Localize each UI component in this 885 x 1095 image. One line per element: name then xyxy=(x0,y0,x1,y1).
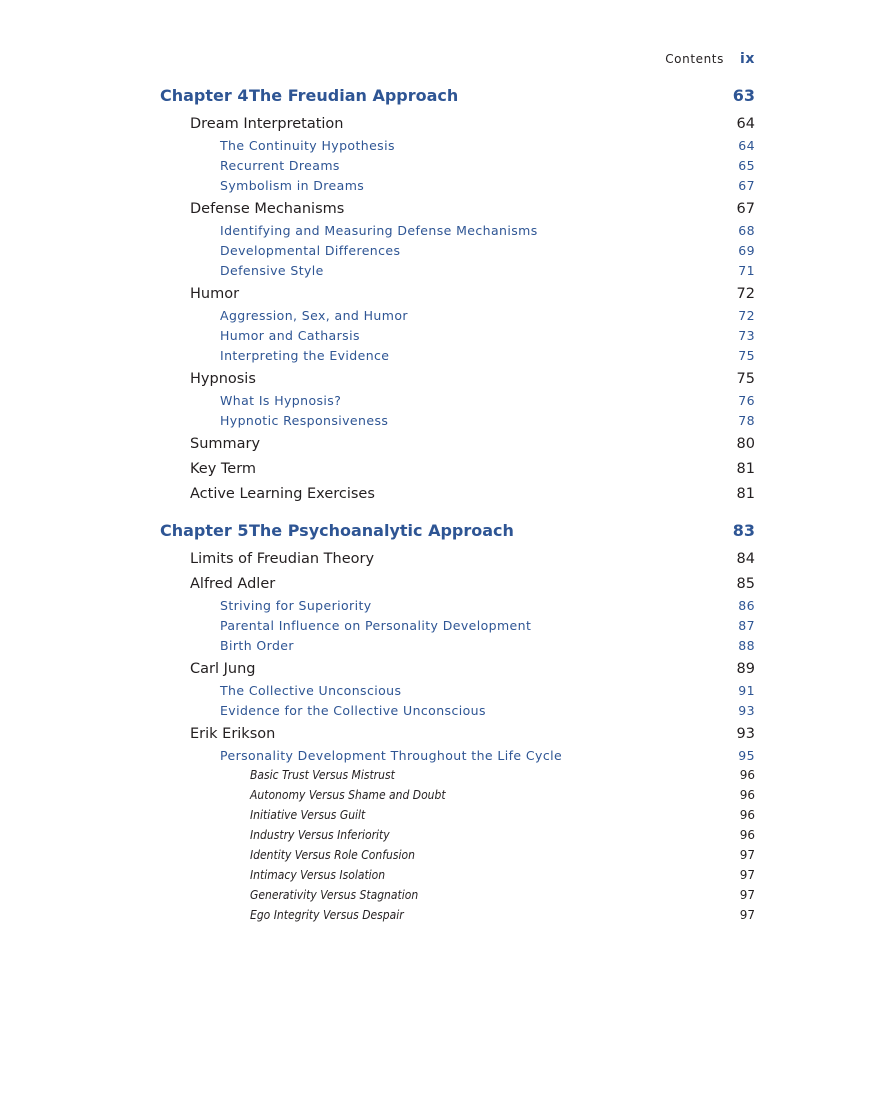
toc-entry-title: Humor xyxy=(190,286,240,302)
toc-entry-page-number: 81 xyxy=(736,461,755,477)
toc-entry-title: Hypnotic Responsiveness xyxy=(220,413,389,428)
toc-entry-title: Developmental Differences xyxy=(220,243,401,258)
toc-entry-page-number: 88 xyxy=(738,638,755,653)
toc-entry-title: Limits of Freudian Theory xyxy=(190,551,375,567)
chapter-number: Chapter 5 xyxy=(160,521,249,540)
toc-entry-title: Generativity Versus Stagnation xyxy=(250,888,419,902)
toc-entry-page-number: 96 xyxy=(739,808,755,822)
toc-entry-page-number: 96 xyxy=(739,828,755,842)
toc-entry-title: Parental Influence on Personality Development xyxy=(220,618,532,633)
toc-entry-title: Evidence for the Collective Unconscious xyxy=(220,703,486,718)
toc-entry-title: Summary xyxy=(190,436,261,452)
toc-entry-page-number: 93 xyxy=(736,726,755,742)
running-head-page-number: ix xyxy=(739,51,755,67)
toc-entry-title: Active Learning Exercises xyxy=(190,486,375,502)
toc-entry-page-number: 97 xyxy=(739,908,755,922)
toc-entry-page-number: 96 xyxy=(739,768,755,782)
toc-entry-title: Key Term xyxy=(190,461,257,477)
toc-entry-page-number: 80 xyxy=(736,436,755,452)
toc-entry-page-number: 83 xyxy=(732,521,755,540)
toc-entry-title xyxy=(160,86,458,105)
toc-entry-title: Hypnosis xyxy=(190,371,256,387)
toc-entry-title: The Collective Unconscious xyxy=(220,683,402,698)
chapter-title: The Psychoanalytic Approach xyxy=(249,521,514,540)
chapter-title: The Freudian Approach xyxy=(249,86,459,105)
toc-entry-page-number: 97 xyxy=(739,848,755,862)
toc-entry-page-number: 67 xyxy=(736,201,755,217)
toc-entry-title: Humor and Catharsis xyxy=(220,328,360,343)
toc-entry-page-number: 72 xyxy=(736,286,755,302)
toc-entry-title: Identifying and Measuring Defense Mechanisms xyxy=(220,223,538,238)
toc-entry-page-number: 93 xyxy=(738,703,755,718)
chapter-number: Chapter 4 xyxy=(160,86,249,105)
toc-entry-title: Birth Order xyxy=(220,638,294,653)
toc-entry-title: Dream Interpretation xyxy=(190,116,344,132)
toc-entry-page-number: 72 xyxy=(738,308,755,323)
toc-entry-title: Basic Trust Versus Mistrust xyxy=(250,768,395,782)
toc-entry-title: Aggression, Sex, and Humor xyxy=(220,308,408,323)
toc-entry-title: Interpreting the Evidence xyxy=(220,348,390,363)
toc-entry-title: Defense Mechanisms xyxy=(190,201,345,217)
toc-entry-page-number: 97 xyxy=(739,888,755,902)
toc-entry-title: The Continuity Hypothesis xyxy=(220,138,395,153)
toc-entry-page-number: 76 xyxy=(738,393,755,408)
toc-entry-page-number: 78 xyxy=(738,413,755,428)
toc-entry-page-number: 64 xyxy=(736,116,755,132)
toc-entry-title xyxy=(160,521,514,540)
toc-entry-title: Symbolism in Dreams xyxy=(220,178,365,193)
toc-entry-title: Initiative Versus Guilt xyxy=(250,808,366,822)
toc-entry-title: Ego Integrity Versus Despair xyxy=(250,908,404,922)
toc-entry-page-number: 65 xyxy=(738,158,755,173)
toc-entry-page-number: 81 xyxy=(736,486,755,502)
toc-entry-page-number: 75 xyxy=(736,371,755,387)
toc-entry-page-number: 63 xyxy=(732,86,755,105)
toc-entry-page-number: 84 xyxy=(736,551,755,567)
toc-entry-title: Recurrent Dreams xyxy=(220,158,340,173)
toc-entry-page-number: 71 xyxy=(738,263,755,278)
toc-entry-page-number: 91 xyxy=(738,683,755,698)
toc-entry-page-number: 95 xyxy=(738,748,755,763)
running-head xyxy=(665,51,755,67)
toc-entry-title: Industry Versus Inferiority xyxy=(250,828,390,842)
toc-entry-title: Defensive Style xyxy=(220,263,324,278)
toc-entry-page-number: 89 xyxy=(736,661,755,677)
toc-entry-page-number: 96 xyxy=(739,788,755,802)
toc-entry-title: Striving for Superiority xyxy=(220,598,372,613)
toc-entry-page-number: 87 xyxy=(738,618,755,633)
toc-entry-title: Personality Development Throughout the Life Cycle xyxy=(220,748,563,763)
toc-entry-page-number: 64 xyxy=(738,138,755,153)
toc-entry-title: What Is Hypnosis? xyxy=(220,393,342,408)
running-head-label: Contents xyxy=(665,52,724,66)
toc-entry-page-number: 75 xyxy=(738,348,755,363)
toc-entry-title: Intimacy Versus Isolation xyxy=(250,868,386,882)
toc-entry-title: Carl Jung xyxy=(190,661,256,677)
toc-entry-page-number: 86 xyxy=(738,598,755,613)
toc-entry-page-number: 85 xyxy=(736,576,755,592)
toc-entry-title: Erik Erikson xyxy=(190,726,276,742)
toc-entry-page-number: 69 xyxy=(738,243,755,258)
toc-entry-title: Alfred Adler xyxy=(190,576,276,592)
toc-entry-page-number: 97 xyxy=(739,868,755,882)
toc-entry-title: Identity Versus Role Confusion xyxy=(250,848,415,862)
toc-entry-page-number: 73 xyxy=(738,328,755,343)
toc-entry-page-number: 68 xyxy=(738,223,755,238)
toc-entry-title: Autonomy Versus Shame and Doubt xyxy=(250,788,446,802)
toc-entry-page-number: 67 xyxy=(738,178,755,193)
